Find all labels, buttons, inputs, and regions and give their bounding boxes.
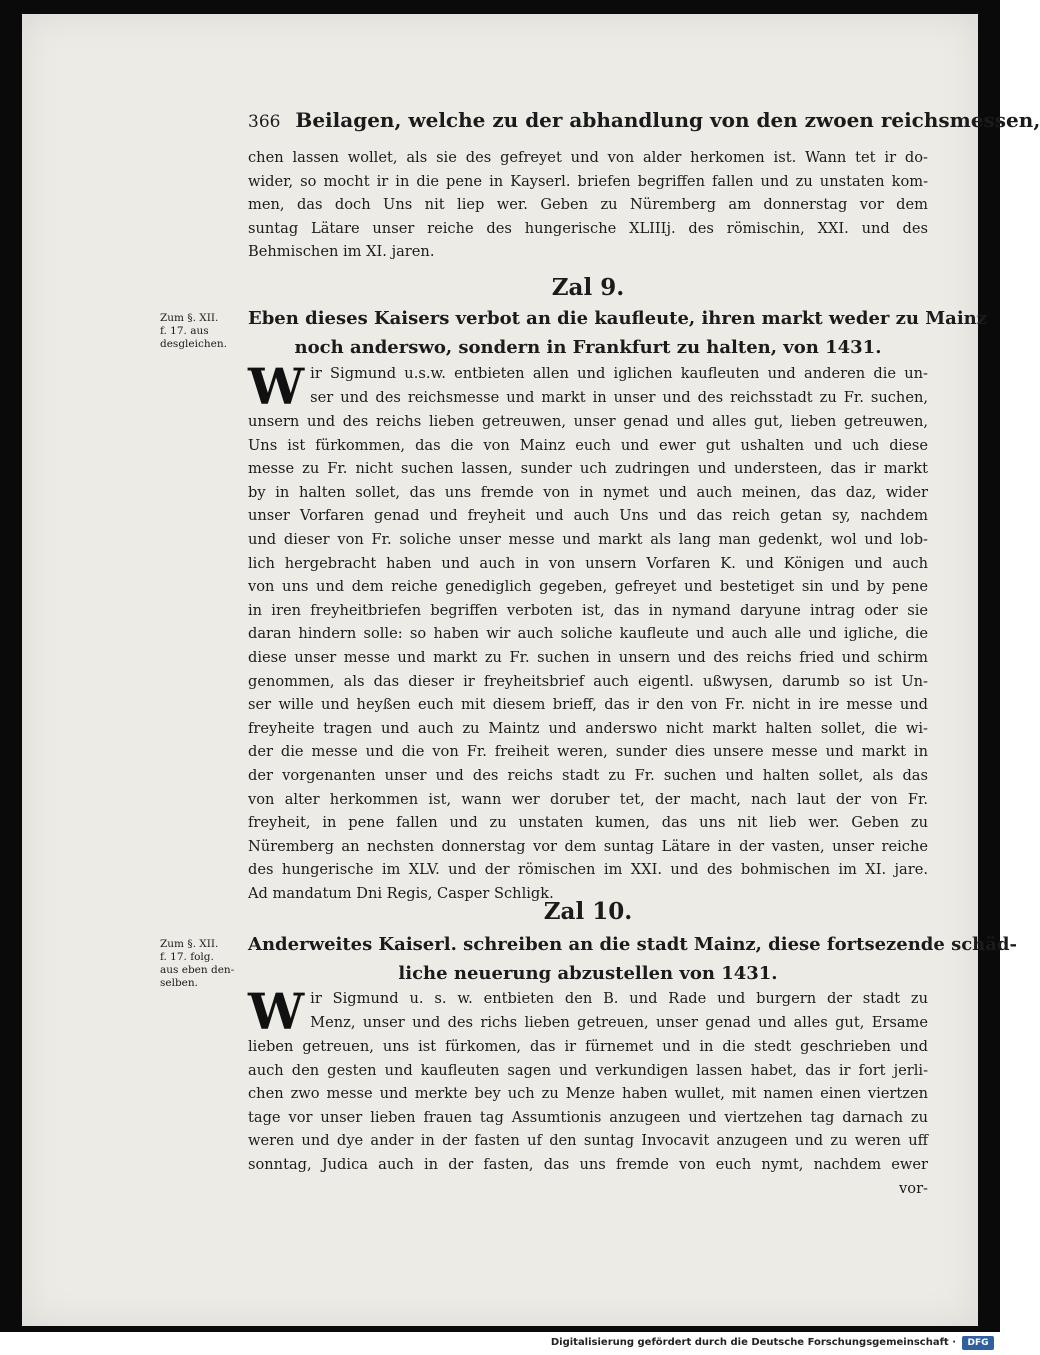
text-line: von uns und dem reiche genediglich gegeben, gefreyet und bestetiget sin und by pene xyxy=(248,578,928,596)
text-line: ir Sigmund u.s.w. entbieten allen und iglichen kaufleuten und anderen die un- xyxy=(310,365,928,382)
section-9-heading: Zal 9. xyxy=(551,274,625,301)
text-line: daran hindern solle: so haben wir auch soliche kaufleute und auch alle und igliche, die xyxy=(248,625,928,643)
margin-note-line: f. 17. aus xyxy=(160,325,209,337)
section-9-title xyxy=(248,304,987,362)
text-line: ser wille und heyßen euch mit diesem brieff, das ir den von Fr. nicht in ire messe und xyxy=(248,696,928,714)
section-9-body xyxy=(248,357,928,905)
text-line: freyheit, in pene fallen und zu unstaten kumen, das uns nit lieb wer. Geben zu xyxy=(248,814,928,832)
text-line: genommen, als das dieser ir freyheitsbrief auch eigentl. ußwysen, darumb so ist Un- xyxy=(248,672,928,690)
text-line: freyheite tragen und auch zu Maintz und anderswo nicht markt halten sollet, die wi- xyxy=(248,719,928,737)
text-line: in iren freyheitbriefen begriffen verboten ist, das in nymand daryune intrag oder sie xyxy=(248,601,928,619)
catchword: vor- xyxy=(899,1179,928,1197)
section-10-title xyxy=(248,930,1017,988)
margin-note-line: selben. xyxy=(160,977,198,989)
margin-note-line: Zum §. XII. xyxy=(160,312,219,324)
margin-note-line: aus eben den- xyxy=(160,964,235,976)
margin-note-line: f. 17. folg. xyxy=(160,951,214,963)
text-line: Menz, unser und des richs lieben getreuen, unser genad und alles gut, Ersame xyxy=(310,1013,928,1031)
text-line: diese unser messe und markt zu Fr. suchen in unsern und des reichs fried und schirm xyxy=(248,648,928,666)
text-line: unsern und des reichs lieben getreuwen, unser genad und alles gut, lieben getreuwen, xyxy=(248,413,928,430)
margin-note-line: Zum §. XII. xyxy=(160,938,219,950)
text-line: und dieser von Fr. soliche unser messe und markt als lang man gedenkt, wol und lob- xyxy=(248,530,928,548)
title-line: liche neuerung abzustellen von 1431. xyxy=(398,963,778,984)
text-line: lieben getreuen, uns ist fürkomen, das ir fürnemet und in die stedt geschrieben und xyxy=(248,1038,928,1055)
text-line: auch den gesten und kaufleuten sagen und verkundigen lassen habet, das ir fort jerli- xyxy=(248,1061,928,1079)
continuation-paragraph xyxy=(248,146,928,264)
funding-notice: Digitalisierung gefördert durch die Deutsche Forschungsgemeinschaft · xyxy=(550,1337,956,1348)
text-line: von alter herkommen ist, wann wer doruber tet, der macht, nach laut der von Fr. xyxy=(248,790,928,808)
text-line: sonntag, Judica auch in der fasten, das uns fremde von euch nymt, nachdem ewer xyxy=(248,1155,928,1173)
text-line: unser Vorfaren genad und freyheit und auch Uns und das reich getan sy, nachdem xyxy=(248,507,928,525)
text-line: ir Sigmund u. s. w. entbieten den B. und Rade und burgern der stadt zu xyxy=(310,990,928,1007)
text-line: suntag Lätare unser reiche des hungerische XLIIIj. des römischin, XXI. und des xyxy=(248,219,928,237)
margin-note-line: desgleichen. xyxy=(160,338,227,350)
running-title: Beilagen, welche zu der abhandlung von den zwoen reichsmessen, xyxy=(295,108,1040,132)
dfg-logo[interactable]: DFG xyxy=(962,1336,994,1350)
text-line: by in halten sollet, das uns fremde von in nymet und auch meinen, das daz, wider xyxy=(248,483,928,501)
drop-cap: W xyxy=(248,357,305,416)
text-line: men, das doch Uns nit liep wer. Geben zu Nüremberg am donnerstag vor dem xyxy=(248,196,928,214)
section-10-body xyxy=(248,982,928,1200)
text-line: chen zwo messe und merkte bey uch zu Menze haben wullet, mit namen einen viertzen xyxy=(248,1085,928,1103)
title-line: Anderweites Kaiserl. schreiben an die stadt Mainz, diese fortsezende schäd- xyxy=(248,934,1017,955)
text-line: lich hergebracht haben und auch in von unsern Vorfaren K. und Königen und auch xyxy=(248,554,928,572)
text-line: weren und dye ander in der fasten uf den suntag Invocavit anzugeen und zu weren uff xyxy=(248,1132,928,1150)
section-10-heading: Zal 10. xyxy=(543,898,633,925)
footer-bar xyxy=(0,1332,1000,1355)
text-line: tage vor unser lieben frauen tag Assumtionis anzugeen und viertzehen tag darnach zu xyxy=(248,1108,928,1126)
page-header xyxy=(248,108,1040,132)
text-line: Behmischen im XI. jaren. xyxy=(248,243,435,261)
section-9-margin-note xyxy=(160,312,244,351)
text-line: Ad mandatum Dni Regis, Casper Schligk. xyxy=(248,884,554,902)
text-line: der die messe und die von Fr. freiheit weren, sunder dies unsere messe und markt in xyxy=(248,743,928,761)
text-line: des hungerische im XLV. und der römischen im XXI. und des bohmischen im XI. jare. xyxy=(248,861,928,879)
text-line: chen lassen wollet, als sie des gefreyet und von alder herkomen ist. Wann tet ir do- xyxy=(248,149,928,166)
title-line: noch anderswo, sondern in Frankfurt zu halten, von 1431. xyxy=(294,337,882,358)
text-line: Nüremberg an nechsten donnerstag vor dem suntag Lätare in der vasten, unser reiche xyxy=(248,837,928,855)
section-10-margin-note xyxy=(160,938,244,990)
text-line: messe zu Fr. nicht suchen lassen, sunder uch zudringen und understeen, das ir markt xyxy=(248,460,928,478)
page-number: 366 xyxy=(248,112,281,132)
text-line: Uns ist fürkommen, das die von Mainz euch und ewer gut ushalten und uch diese xyxy=(248,436,928,454)
text-line: wider, so mocht ir in die pene in Kayserl. briefen begriffen fallen und zu unstaten kom- xyxy=(248,172,928,190)
drop-cap: W xyxy=(248,982,305,1041)
title-line: Eben dieses Kaisers verbot an die kaufleute, ihren markt weder zu Mainz xyxy=(248,308,987,329)
text-line: ser und des reichsmesse und markt in unser und des reichsstadt zu Fr. suchen, xyxy=(310,388,928,406)
text-line: der vorgenanten unser und des reichs stadt zu Fr. suchen und halten sollet, als das xyxy=(248,766,928,784)
